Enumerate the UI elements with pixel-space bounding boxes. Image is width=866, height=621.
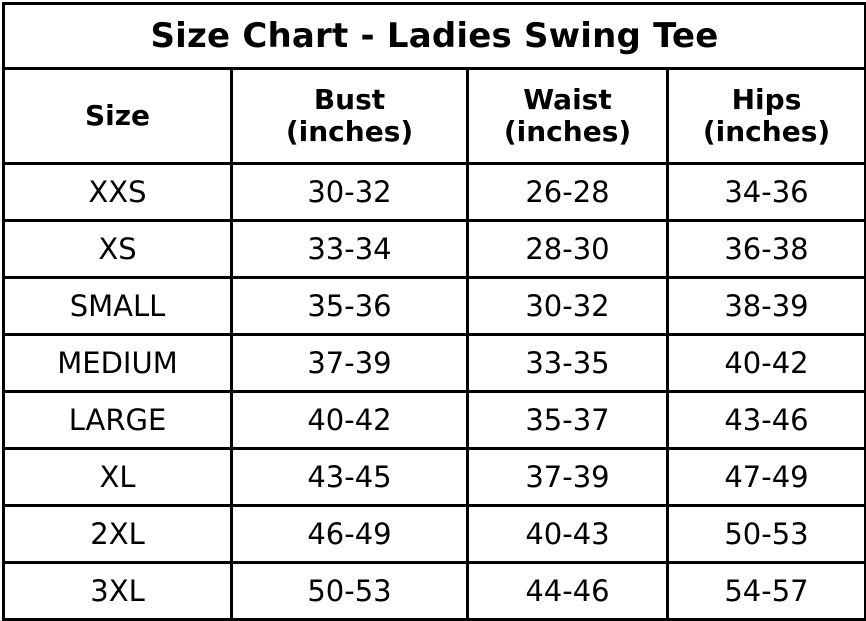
cell-size: LARGE xyxy=(4,392,232,449)
cell-size: XL xyxy=(4,449,232,506)
cell-hips: 54-57 xyxy=(668,563,866,620)
table-row xyxy=(4,449,866,506)
table-row xyxy=(4,278,866,335)
cell-size: 3XL xyxy=(4,563,232,620)
cell-waist: 40-43 xyxy=(468,506,668,563)
cell-hips: 34-36 xyxy=(668,164,866,221)
cell-waist: 28-30 xyxy=(468,221,668,278)
cell-bust: 40-42 xyxy=(232,392,468,449)
cell-waist: 33-35 xyxy=(468,335,668,392)
cell-waist: 37-39 xyxy=(468,449,668,506)
cell-waist: 35-37 xyxy=(468,392,668,449)
size-chart-table xyxy=(2,2,866,621)
title-row xyxy=(4,4,866,69)
cell-size: XXS xyxy=(4,164,232,221)
cell-bust: 46-49 xyxy=(232,506,468,563)
table-row xyxy=(4,164,866,221)
column-header-hips-line2: (inches) xyxy=(702,115,831,148)
cell-hips: 40-42 xyxy=(668,335,866,392)
column-header-row xyxy=(4,69,866,164)
table-row xyxy=(4,563,866,620)
cell-waist: 44-46 xyxy=(468,563,668,620)
cell-hips: 38-39 xyxy=(668,278,866,335)
column-header-waist-line2: (inches) xyxy=(503,115,632,148)
column-header-bust xyxy=(232,69,468,164)
table-row xyxy=(4,392,866,449)
column-header-hips xyxy=(668,69,866,164)
cell-size: SMALL xyxy=(4,278,232,335)
cell-size: MEDIUM xyxy=(4,335,232,392)
cell-bust: 37-39 xyxy=(232,335,468,392)
cell-hips: 43-46 xyxy=(668,392,866,449)
column-header-hips-line1: Hips xyxy=(731,82,802,116)
cell-bust: 30-32 xyxy=(232,164,468,221)
cell-hips: 50-53 xyxy=(668,506,866,563)
cell-bust: 33-34 xyxy=(232,221,468,278)
cell-size: 2XL xyxy=(4,506,232,563)
table-row xyxy=(4,335,866,392)
cell-bust: 43-45 xyxy=(232,449,468,506)
cell-size: XS xyxy=(4,221,232,278)
cell-hips: 36-38 xyxy=(668,221,866,278)
cell-waist: 26-28 xyxy=(468,164,668,221)
column-header-size-line1: Size xyxy=(84,98,151,132)
column-header-waist-line1: Waist xyxy=(523,82,612,116)
cell-bust: 50-53 xyxy=(232,563,468,620)
cell-waist: 30-32 xyxy=(468,278,668,335)
table-row xyxy=(4,506,866,563)
cell-hips: 47-49 xyxy=(668,449,866,506)
column-header-size xyxy=(4,69,232,164)
table-row xyxy=(4,221,866,278)
column-header-bust-line1: Bust xyxy=(313,82,386,116)
chart-title: Size Chart - Ladies Swing Tee xyxy=(4,4,866,69)
column-header-waist xyxy=(468,69,668,164)
cell-bust: 35-36 xyxy=(232,278,468,335)
column-header-bust-line2: (inches) xyxy=(285,115,414,148)
